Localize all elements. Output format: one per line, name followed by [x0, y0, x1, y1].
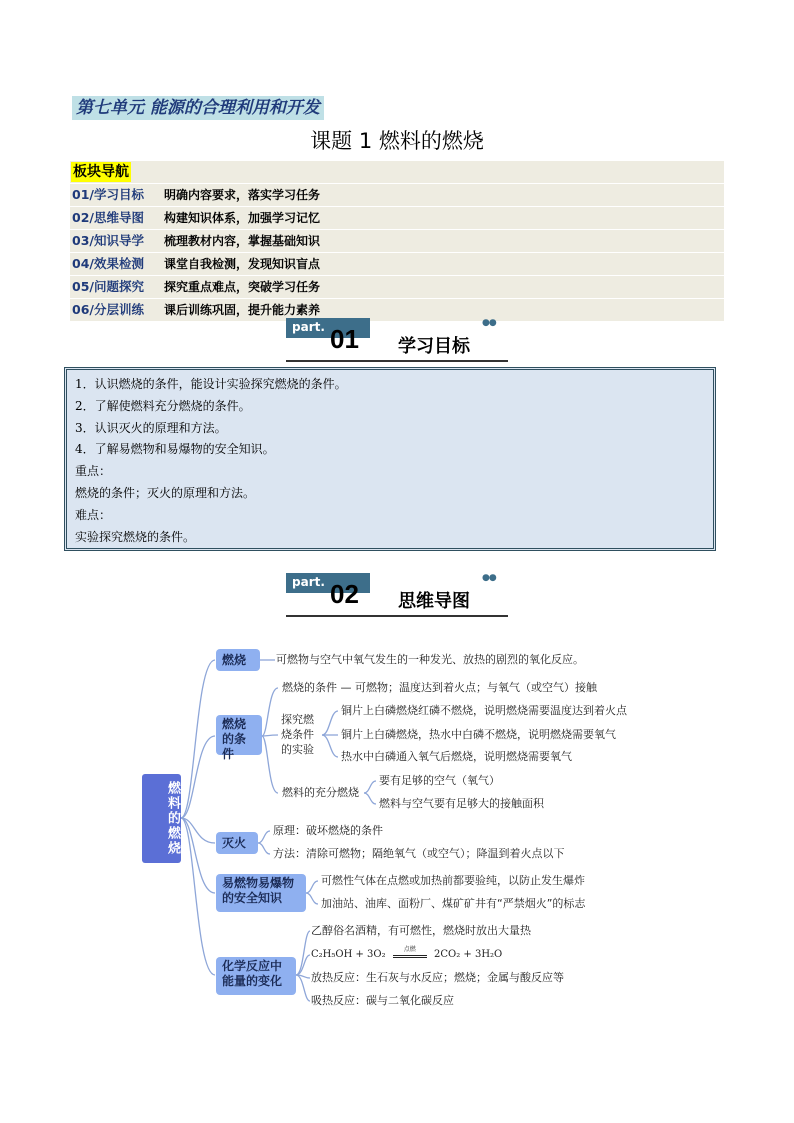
- goal-line: 4．了解易燃物和易爆物的安全知识。: [75, 442, 275, 457]
- nav-key: 03/知识导学: [72, 233, 144, 248]
- goal-line: 2．了解使燃料充分燃烧的条件。: [75, 398, 251, 413]
- mind-map-root: 燃料的燃烧: [142, 774, 181, 863]
- goal-line: 重点：: [75, 464, 112, 479]
- branch-combustion: 燃烧: [216, 649, 260, 671]
- safety-item: 可燃性气体在点燃或加热前都要验纯，以防止发生爆炸: [321, 874, 585, 887]
- equation-right: 2CO₂ + 3H₂O: [434, 949, 503, 960]
- experiment-item: 铜片上白磷燃烧，热水中白磷不燃烧，说明燃烧需要氧气: [341, 728, 616, 741]
- goal-line: 3．认识灭火的原理和方法。: [75, 420, 227, 435]
- nav-value: 构建知识体系，加强学习记忆: [164, 211, 321, 225]
- branch-energy-change: 化学反应中能量的变化: [216, 957, 296, 995]
- nav-key: 05/问题探究: [72, 279, 144, 294]
- nav-value: 探究重点难点，突破学习任务: [164, 280, 321, 294]
- goal-line: 难点：: [75, 507, 112, 522]
- part-tab: part.: [286, 318, 370, 338]
- equation-left: C₂H₅OH + 3O₂: [311, 949, 386, 960]
- combustion-definition: 可燃物与空气中氧气发生的一种发光、放热的剧烈的氧化反应。: [276, 653, 584, 666]
- nav-value: 明确内容要求，落实学习任务: [164, 188, 321, 202]
- nav-value: 课堂自我检测，发现知识盲点: [164, 257, 321, 271]
- energy-item: 放热反应：生石灰与水反应；燃烧；金属与酸反应等: [311, 971, 564, 984]
- goal-line: 实验探究燃烧的条件。: [75, 529, 196, 544]
- nav-key: 04/效果检测: [72, 256, 144, 271]
- energy-item: 吸热反应：碳与二氧化碳反应: [311, 994, 454, 1007]
- nav-value: 课后训练巩固，提升能力素养: [164, 303, 321, 317]
- conditions-text: 燃烧的条件 — 可燃物；温度达到着火点；与氧气（或空气）接触: [282, 681, 597, 694]
- safety-item: 加油站、油库、面粉厂、煤矿矿井有“严禁烟火”的标志: [321, 897, 586, 910]
- nav-key: 02/思维导图: [72, 210, 144, 225]
- branch-fire-extinguishing: 灭火: [216, 832, 258, 854]
- full-combustion-item: 燃料与空气要有足够大的接触面积: [379, 797, 544, 810]
- part-number: 02: [330, 579, 359, 609]
- extinguish-item: 原理：破坏燃烧的条件: [273, 824, 383, 837]
- equation-arrow: [393, 945, 427, 961]
- branch-combustion-conditions: 燃烧的条件: [216, 715, 262, 755]
- experiment-label: 探究燃烧条件的实验: [281, 713, 314, 756]
- energy-item: 乙醇俗名酒精，有可燃性，燃烧时放出大量热: [311, 924, 531, 937]
- full-combustion-item: 要有足够的空气（氧气）: [379, 774, 500, 787]
- lesson-title: 课题 1 燃料的燃烧: [310, 129, 484, 153]
- branch-safety-knowledge: 易燃物易爆物的安全知识: [216, 874, 306, 912]
- goal-line: 1．认识燃烧的条件，能设计实验探究燃烧的条件。: [75, 377, 347, 391]
- extinguish-item: 方法：清除可燃物；隔绝氧气（或空气）；降温到着火点以下: [273, 847, 565, 860]
- droplet-icon: ●●: [482, 318, 496, 328]
- part-label: 思维导图: [398, 591, 470, 612]
- nav-heading: 板块导航: [73, 164, 129, 180]
- nav-key: 06/分层训练: [72, 302, 144, 317]
- droplet-icon: ●●: [482, 573, 496, 583]
- part-tab: part.: [286, 573, 370, 593]
- full-combustion-label: 燃料的充分燃烧: [282, 786, 359, 799]
- unit-title: 第七单元 能源的合理利用和开发: [72, 96, 324, 120]
- nav-value: 梳理教材内容，掌握基础知识: [164, 234, 321, 248]
- nav-key: 01/学习目标: [72, 187, 144, 202]
- experiment-item: 热水中白磷通入氧气后燃烧，说明燃烧需要氧气: [341, 750, 572, 763]
- part-label: 学习目标: [398, 336, 470, 357]
- part-number: 01: [330, 324, 359, 354]
- experiment-item: 铜片上白磷燃烧红磷不燃烧，说明燃烧需要温度达到着火点: [341, 704, 627, 717]
- ethanol-equation: [311, 945, 503, 962]
- goal-line: 燃烧的条件；灭火的原理和方法。: [75, 485, 256, 500]
- equation-condition: 点燃: [403, 945, 416, 953]
